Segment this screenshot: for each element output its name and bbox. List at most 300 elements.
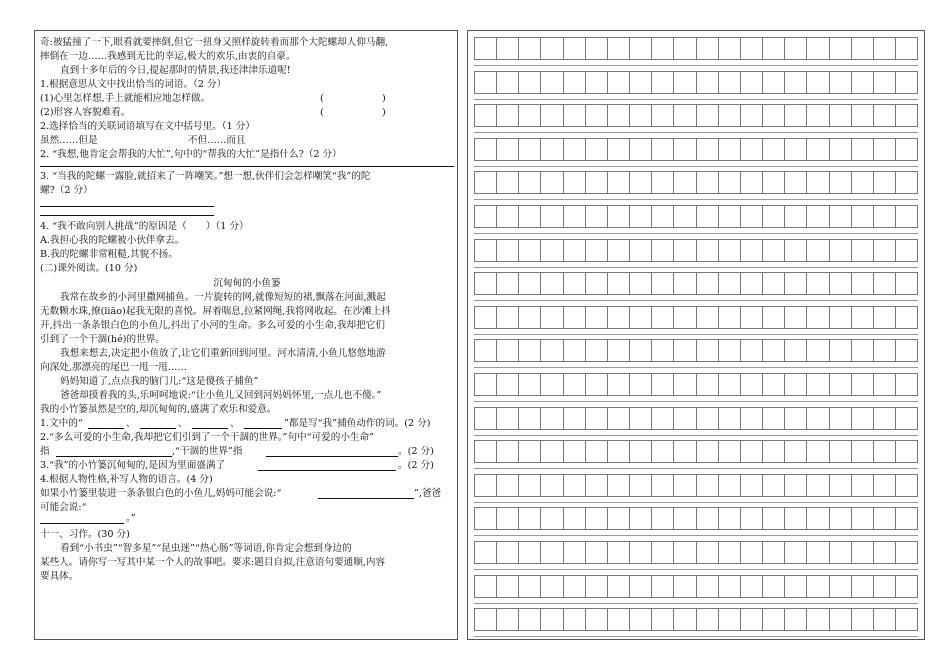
grid-cell: [740, 373, 762, 396]
grid-cell: [496, 306, 518, 329]
grid-cell: [474, 440, 496, 463]
grid-cell: [740, 104, 762, 127]
grid-spacer-line: [474, 166, 918, 167]
grid-cell: [540, 608, 562, 631]
question-text: 如果小竹篓里装进一条条银白色的小鱼儿,妈妈可能会说:“: [40, 488, 282, 499]
grid-cell: [629, 171, 651, 194]
grid-cell: [784, 507, 806, 530]
grid-cell: [629, 239, 651, 262]
grid-cell: [806, 373, 828, 396]
grid-cell: [563, 407, 585, 430]
grid-cell: [851, 104, 873, 127]
grid-cell: [673, 575, 695, 598]
grid-cell: [607, 37, 629, 60]
grid-cell: [629, 507, 651, 530]
grid-cell: [673, 71, 695, 94]
grid-cell: [474, 373, 496, 396]
grid-cell: [585, 474, 607, 497]
grid-cell: [585, 507, 607, 530]
grid-cell: [629, 138, 651, 161]
grid-cell: [895, 37, 918, 60]
question-2b: 2. “我想,他肯定会帮我的大忙”,句中的“帮我的大忙”是指什么?（2 分）: [40, 149, 342, 160]
grid-cell: [585, 306, 607, 329]
answer-blank: [40, 523, 124, 524]
grid-cell: [784, 239, 806, 262]
grid-cell: [629, 272, 651, 295]
grid-cell: [762, 138, 784, 161]
separator: 、: [230, 418, 240, 429]
grid-cell: [585, 239, 607, 262]
grid-cell: [895, 272, 918, 295]
passage-line: 引到了一个干涸(hé)的世界。: [40, 334, 165, 345]
grid-cell: [673, 474, 695, 497]
grid-cell: [873, 440, 895, 463]
grid-cell: [851, 440, 873, 463]
grid-cell: [563, 507, 585, 530]
grid-cell: [607, 205, 629, 228]
grid-cell: [829, 71, 851, 94]
passage-line: 向深处,那漂亮的尾巴一甩一甩……: [40, 362, 187, 373]
grid-cell: [607, 507, 629, 530]
grid-cell: [851, 71, 873, 94]
grid-cell: [829, 272, 851, 295]
grid-cell: [607, 608, 629, 631]
grid-cell: [718, 104, 740, 127]
grid-cell: [784, 608, 806, 631]
grid-cell: [673, 239, 695, 262]
grid-cell: [784, 541, 806, 564]
grid-cell: [518, 171, 540, 194]
grid-cell: [607, 339, 629, 362]
question-3-cont: 螺?（2 分）: [40, 185, 93, 196]
grid-row: [474, 541, 918, 564]
section-heading: (二)课外阅读。(10 分): [40, 263, 138, 274]
grid-cell: [829, 541, 851, 564]
grid-cell: [696, 407, 718, 430]
grid-cell: [563, 171, 585, 194]
grid-cell: [563, 138, 585, 161]
passage-line: 我想来想去,决定把小鱼放了,让它们重新回到河里。河水清清,小鱼儿悠悠地游: [60, 348, 386, 359]
grid-cell: [607, 138, 629, 161]
grid-cell: [895, 138, 918, 161]
grid-cell: [496, 104, 518, 127]
grid-cell: [762, 474, 784, 497]
grid-cell: [784, 474, 806, 497]
grid-spacer-line: [474, 502, 918, 503]
grid-cell: [673, 440, 695, 463]
grid-cell: [673, 272, 695, 295]
grid-cell: [740, 239, 762, 262]
grid-cell: [518, 474, 540, 497]
grid-cell: [895, 507, 918, 530]
grid-cell: [806, 407, 828, 430]
grid-cell: [718, 373, 740, 396]
grid-cell: [585, 407, 607, 430]
grid-cell: [851, 373, 873, 396]
grid-cell: [762, 339, 784, 362]
grid-cell: [740, 339, 762, 362]
grid-row: [474, 407, 918, 430]
grid-cell: [829, 407, 851, 430]
grid-cell: [540, 507, 562, 530]
grid-cell: [829, 205, 851, 228]
grid-cell: [673, 507, 695, 530]
grid-row: [474, 171, 918, 194]
grid-cell: [718, 37, 740, 60]
grid-row: [474, 272, 918, 295]
grid-cell: [762, 407, 784, 430]
grid-cell: [718, 306, 740, 329]
grid-cell: [563, 104, 585, 127]
grid-cell: [518, 440, 540, 463]
grid-cell: [563, 541, 585, 564]
grid-cell: [718, 440, 740, 463]
grid-cell: [518, 373, 540, 396]
grid-row: [474, 239, 918, 262]
grid-cell: [673, 104, 695, 127]
grid-cell: [895, 575, 918, 598]
grid-cell: [673, 37, 695, 60]
grid-cell: [718, 541, 740, 564]
grid-cell: [540, 104, 562, 127]
grid-cell: [563, 575, 585, 598]
grid-cell: [762, 575, 784, 598]
grid-cell: [496, 37, 518, 60]
grid-cell: [629, 474, 651, 497]
grid-cell: [607, 104, 629, 127]
grid-cell: [696, 272, 718, 295]
grid-cell: [762, 440, 784, 463]
grid-cell: [673, 205, 695, 228]
grid-cell: [673, 306, 695, 329]
grid-row: [474, 104, 918, 127]
grid-cell: [895, 171, 918, 194]
grid-cell: [540, 575, 562, 598]
grid-cell: [784, 306, 806, 329]
grid-cell: [895, 205, 918, 228]
grid-cell: [873, 306, 895, 329]
grid-cell: [895, 608, 918, 631]
question-2: 2.选择恰当的关联词语填写在文中括号里。（1 分）: [40, 121, 255, 132]
grid-cell: [540, 541, 562, 564]
grid-cell: [585, 71, 607, 94]
conjunction-option-1: 虽然……但是: [40, 135, 98, 146]
grid-cell: [851, 272, 873, 295]
grid-cell: [873, 37, 895, 60]
grid-spacer-line: [474, 334, 918, 335]
grid-cell: [629, 205, 651, 228]
question-text: ”,爸爸: [414, 488, 442, 499]
grid-cell: [851, 239, 873, 262]
separator: 、: [178, 418, 188, 429]
grid-cell: [718, 138, 740, 161]
grid-cell: [585, 272, 607, 295]
answer-paren-open: (: [320, 107, 324, 118]
grid-cell: [474, 474, 496, 497]
grid-cell: [806, 541, 828, 564]
grid-cell: [496, 239, 518, 262]
grid-cell: [762, 239, 784, 262]
option-b: B.我的陀螺非常粗糙,其貌不扬。: [40, 249, 178, 260]
grid-cell: [651, 440, 673, 463]
grid-cell: [651, 407, 673, 430]
grid-spacer-line: [474, 199, 918, 200]
grid-cell: [563, 239, 585, 262]
grid-row: [474, 306, 918, 329]
grid-cell: [563, 71, 585, 94]
grid-cell: [607, 71, 629, 94]
grid-cell: [585, 104, 607, 127]
grid-cell: [585, 205, 607, 228]
grid-spacer-line: [474, 569, 918, 570]
question-4: 4. “我不敢向别人挑战”的原因是（ ）（1 分）: [40, 221, 249, 232]
question-text: 指: [40, 446, 50, 457]
grid-cell: [585, 339, 607, 362]
grid-cell: [496, 171, 518, 194]
grid-cell: [607, 171, 629, 194]
grid-cell: [496, 474, 518, 497]
grid-cell: [518, 407, 540, 430]
grid-cell: [651, 104, 673, 127]
grid-cell: [895, 373, 918, 396]
grid-cell: [784, 575, 806, 598]
grid-cell: [474, 71, 496, 94]
grid-cell: [829, 171, 851, 194]
grid-cell: [851, 37, 873, 60]
grid-cell: [873, 373, 895, 396]
answer-blank: [56, 456, 172, 457]
grid-cell: [563, 37, 585, 60]
grid-cell: [696, 608, 718, 631]
grid-cell: [518, 205, 540, 228]
grid-row: [474, 440, 918, 463]
grid-cell: [740, 272, 762, 295]
answer-blank: [258, 470, 396, 471]
grid-cell: [829, 239, 851, 262]
grid-cell: [651, 575, 673, 598]
question-text: 3.“我”的小竹篓沉甸甸的,是因为里面盛满了: [40, 460, 226, 471]
grid-cell: [518, 71, 540, 94]
grid-cell: [540, 373, 562, 396]
grid-cell: [762, 205, 784, 228]
grid-cell: [496, 541, 518, 564]
grid-cell: [540, 272, 562, 295]
grid-cell: [829, 339, 851, 362]
grid-cell: [740, 474, 762, 497]
grid-cell: [718, 339, 740, 362]
grid-cell: [496, 608, 518, 631]
grid-cell: [806, 608, 828, 631]
grid-spacer-line: [474, 300, 918, 301]
answer-blank: [318, 498, 414, 499]
grid-cell: [518, 138, 540, 161]
grid-row: [474, 71, 918, 94]
grid-cell: [696, 541, 718, 564]
grid-cell: [806, 339, 828, 362]
grid-cell: [829, 104, 851, 127]
grid-cell: [496, 339, 518, 362]
grid-row: [474, 608, 918, 631]
grid-cell: [829, 37, 851, 60]
grid-cell: [895, 541, 918, 564]
grid-cell: [806, 171, 828, 194]
grid-cell: [629, 608, 651, 631]
grid-cell: [873, 541, 895, 564]
grid-cell: [829, 440, 851, 463]
grid-cell: [474, 541, 496, 564]
grid-cell: [540, 339, 562, 362]
question-text: 。(2 分): [398, 460, 434, 471]
grid-cell: [651, 171, 673, 194]
grid-row: [474, 507, 918, 530]
grid-cell: [873, 575, 895, 598]
grid-cell: [762, 71, 784, 94]
grid-cell: [651, 138, 673, 161]
grid-cell: [740, 507, 762, 530]
grid-cell: [740, 608, 762, 631]
grid-cell: [762, 37, 784, 60]
grid-cell: [607, 541, 629, 564]
grid-cell: [895, 306, 918, 329]
grid-cell: [895, 71, 918, 94]
grid-cell: [740, 440, 762, 463]
grid-cell: [851, 541, 873, 564]
answer-blank: [192, 428, 228, 429]
grid-cell: [651, 71, 673, 94]
grid-cell: [651, 507, 673, 530]
grid-cell: [585, 541, 607, 564]
grid-cell: [607, 440, 629, 463]
grid-cell: [540, 138, 562, 161]
grid-cell: [806, 138, 828, 161]
grid-spacer-line: [474, 535, 918, 536]
grid-cell: [629, 339, 651, 362]
grid-spacer-line: [474, 267, 918, 268]
grid-cell: [873, 239, 895, 262]
grid-spacer-line: [474, 65, 918, 66]
grid-cell: [784, 272, 806, 295]
grid-cell: [829, 608, 851, 631]
grid-cell: [895, 474, 918, 497]
grid-cell: [540, 407, 562, 430]
grid-cell: [873, 171, 895, 194]
grid-cell: [696, 104, 718, 127]
grid-cell: [895, 339, 918, 362]
grid-cell: [474, 306, 496, 329]
grid-spacer-line: [474, 132, 918, 133]
grid-spacer-line: [474, 233, 918, 234]
grid-cell: [851, 507, 873, 530]
grid-cell: [784, 339, 806, 362]
grid-cell: [806, 440, 828, 463]
grid-cell: [585, 575, 607, 598]
grid-cell: [518, 608, 540, 631]
separator: 、: [126, 418, 136, 429]
grid-cell: [873, 71, 895, 94]
grid-cell: [496, 407, 518, 430]
grid-cell: [474, 138, 496, 161]
grid-cell: [673, 339, 695, 362]
grid-cell: [607, 575, 629, 598]
grid-cell: [829, 474, 851, 497]
prompt-line: 看到“小书虫”“智多星”“昆虫迷”“热心肠”等词语,你肯定会想到身边的: [60, 543, 352, 554]
grid-cell: [518, 541, 540, 564]
grid-cell: [718, 205, 740, 228]
grid-cell: [585, 440, 607, 463]
answer-blank: [140, 428, 176, 429]
grid-cell: [474, 507, 496, 530]
grid-cell: [563, 608, 585, 631]
grid-cell: [829, 138, 851, 161]
grid-cell: [673, 608, 695, 631]
grid-cell: [740, 138, 762, 161]
grid-cell: [762, 608, 784, 631]
grid-cell: [806, 104, 828, 127]
answer-line: [40, 206, 214, 207]
grid-cell: [585, 171, 607, 194]
grid-row: [474, 37, 918, 60]
grid-cell: [607, 474, 629, 497]
grid-cell: [651, 373, 673, 396]
grid-cell: [806, 37, 828, 60]
grid-cell: [518, 272, 540, 295]
passage-line: 直到十多年后的今日,提起那时的情景,我还津津乐道呢!: [60, 65, 291, 76]
grid-row: [474, 138, 918, 161]
grid-cell: [696, 138, 718, 161]
grid-cell: [496, 373, 518, 396]
grid-cell: [806, 507, 828, 530]
grid-cell: [673, 373, 695, 396]
grid-cell: [585, 608, 607, 631]
grid-cell: [518, 306, 540, 329]
grid-cell: [851, 171, 873, 194]
grid-cell: [851, 575, 873, 598]
grid-cell: [540, 171, 562, 194]
grid-cell: [474, 339, 496, 362]
grid-cell: [851, 205, 873, 228]
grid-cell: [540, 205, 562, 228]
grid-cell: [651, 205, 673, 228]
passage-line: 摔倒在一边……我感到无比的幸运,极大的欢乐,由衷的自豪。: [40, 51, 296, 62]
grid-cell: [496, 138, 518, 161]
grid-cell: [607, 239, 629, 262]
grid-cell: [895, 239, 918, 262]
grid-cell: [696, 239, 718, 262]
grid-cell: [740, 306, 762, 329]
grid-spacer-line: [474, 401, 918, 402]
grid-cell: [784, 138, 806, 161]
grid-cell: [563, 272, 585, 295]
grid-row: [474, 474, 918, 497]
grid-cell: [829, 373, 851, 396]
answer-line: [40, 215, 214, 216]
question-text: 2.“多么可爱的小生命,我却把它们引到了一个干涸的世界。”句中“可爱的小生命”: [40, 432, 375, 443]
grid-cell: [806, 272, 828, 295]
question-text: ,“干涸的世界”指: [172, 446, 243, 457]
passage-title: 沉甸甸的小鱼篓: [213, 278, 281, 289]
answer-line: [40, 166, 454, 167]
passage-line: 爸爸却摸着我的头,乐呵呵地说:“让小鱼儿又回到河妈妈怀里,一点儿也不傻。”: [60, 390, 382, 401]
grid-cell: [851, 474, 873, 497]
grid-cell: [718, 474, 740, 497]
conjunction-option-2: 不但……而且: [188, 135, 246, 146]
grid-spacer-line: [474, 636, 918, 637]
grid-cell: [496, 205, 518, 228]
grid-cell: [696, 575, 718, 598]
grid-cell: [696, 205, 718, 228]
answer-blank: [244, 428, 282, 429]
grid-cell: [696, 440, 718, 463]
